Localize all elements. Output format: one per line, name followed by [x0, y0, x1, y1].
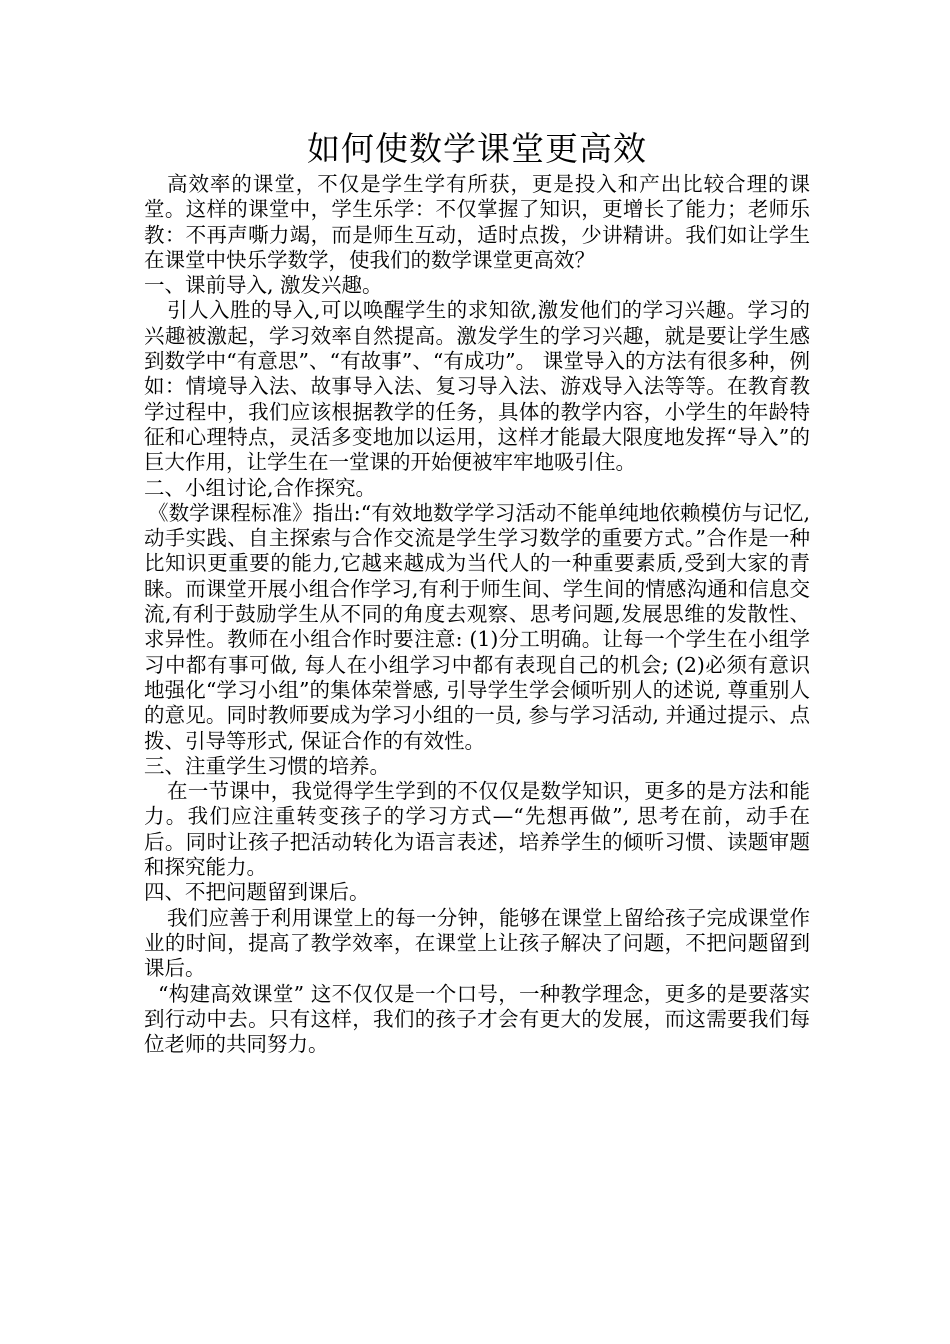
- section-heading-4: 四、不把问题留到课后。: [144, 880, 370, 905]
- section-body-2: 《数学课程标准》指出:“有效地数学学习活动不能单纯地依赖模仿与记忆,动手实践、自主探索与合作交流是学生学习数学的重要方式。”合作是一种比知识更重要的能力,它越来越成为当代人的一种重要素质,受到大家的青睐。而课堂开展小组合作学习,有利于师生间、学生间的情感沟通和信息交流,有利于鼓励学生从不同的角度去观察、思考问题,发展思维的发散性、求异性。教师在小组合作时要注意: (1)分工明确。让每一个学生在小组学习中都有事可做, 每人在小组学习中都有表现自己的机会; (2)必须有意识地强化“学习小组”的集体荣誉感, 引导学生学会倾听别人的述说, 尊重别人的意见。同时教师要成为学习小组的一员, 参与学习活动, 并通过提示、点拨、引导等形式, 保证合作的有效性。: [144, 500, 810, 753]
- document-title: 如何使数学课堂更高效: [307, 129, 647, 168]
- section-heading-1: 一、课前导入, 激发兴趣。: [144, 273, 383, 298]
- section-body-1: 引人入胜的导入,可以唤醒学生的求知欲,激发他们的学习兴趣。学习的兴趣被激起，学习效率自然提高。激发学生的学习兴趣，就是要让学生感到数学中“有意思”、“有故事”、“有成功”。 课堂导入的方法有很多种，例如：情境导入法、故事导入法、复习导入法、游戏导入法等等。在教育教学过程中，我们应该根据教学的任务，具体的教学内容，小学生的年龄特征和心理特点，灵活多变地加以运用，这样才能最大限度地发挥“导入”的巨大作用，让学生在一堂课的开始便被牢牢地吸引住。: [144, 298, 810, 475]
- conclusion-paragraph: “构建高效课堂” 这不仅仅是一个口号，一种教学理念，更多的是要落实到行动中去。只有这样，我们的孩子才会有更大的发展，而这需要我们每位老师的共同努力。: [144, 981, 810, 1057]
- section-body-3: 在一节课中，我觉得学生学到的不仅仅是数学知识，更多的是方法和能力。我们应注重转变孩子的学习方式—“先想再做”, 思考在前，动手在后。同时让孩子把活动转化为语言表述，培养学生的倾听习惯、读题审题和探究能力。: [144, 779, 810, 880]
- section-heading-2: 二、小组讨论,合作探究。: [144, 475, 377, 500]
- intro-paragraph: 高效率的课堂，不仅是学生学有所获，更是投入和产出比较合理的课堂。这样的课堂中，学生乐学：不仅掌握了知识，更增长了能力；老师乐教：不再声嘶力竭，而是师生互动，适时点拨，少讲精讲。我们如让学生在课堂中快乐学数学，使我们的数学课堂更高效？: [144, 172, 810, 272]
- document-page: [144, 126, 810, 1057]
- section-body-4: 我们应善于利用课堂上的每一分钟，能够在课堂上留给孩子完成课堂作业的时间，提高了教学效率，在课堂上让孩子解决了问题，不把问题留到课后。: [144, 905, 810, 981]
- section-heading-3: 三、注重学生习惯的培养。: [144, 753, 390, 778]
